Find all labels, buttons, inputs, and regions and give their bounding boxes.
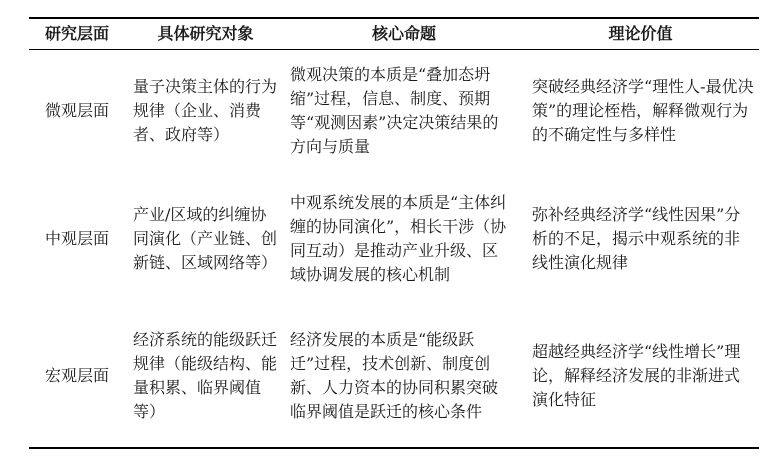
cell-object: 量子决策主体的行为规律（企业、消费者、政府等）	[133, 77, 278, 144]
header-research-object: 具体研究对象	[125, 18, 286, 50]
table-row	[29, 172, 759, 305]
table-row	[29, 305, 759, 448]
cell-level: 中观层面	[44, 228, 109, 248]
cell-proposition: 经济发展的本质是“能级跃迁”过程，技术创新、制度创新、人力资本的协同积累突破临界阈值是跃迁的核心条件	[286, 305, 522, 448]
header-research-level: 研究层面	[29, 18, 125, 50]
cell-level: 宏观层面	[29, 305, 125, 448]
research-levels-table	[29, 17, 759, 449]
cell-proposition: 中观系统发展的本质是“主体纠缠的协同演化”，相长干涉（协同互动）是推动产业升级、区域协调发展的核心机制	[290, 192, 507, 284]
cell-object: 经济系统的能级跃迁规律（能级结构、能量积累、临界阈值等）	[125, 305, 286, 448]
cell-proposition: 微观决策的本质是“叠加态坍缩”过程，信息、制度、预期等“观测因素”决定决策结果的方向与质量	[290, 65, 499, 156]
cell-value: 超越经典经济学“线性增长”理论，解释经济发展的非渐进式演化特征	[522, 305, 759, 448]
cell-value: 弥补经典经济学“线性因果”分析的不足，揭示中观系统的非线性演化规律	[532, 204, 741, 272]
header-theoretical-value: 理论价值	[522, 18, 759, 50]
table-header-row	[29, 18, 759, 50]
cell-object: 产业/区域的纠缠协同演化（产业链、创新链、区域网络等）	[133, 204, 278, 272]
header-core-proposition: 核心命题	[286, 18, 522, 50]
cell-level: 微观层面	[44, 101, 109, 120]
table-row	[29, 50, 759, 173]
cell-value: 突破经典经济学“理性人-最优决策”的理论桎梏，解释微观行为的不确定性与多样性	[532, 77, 754, 144]
